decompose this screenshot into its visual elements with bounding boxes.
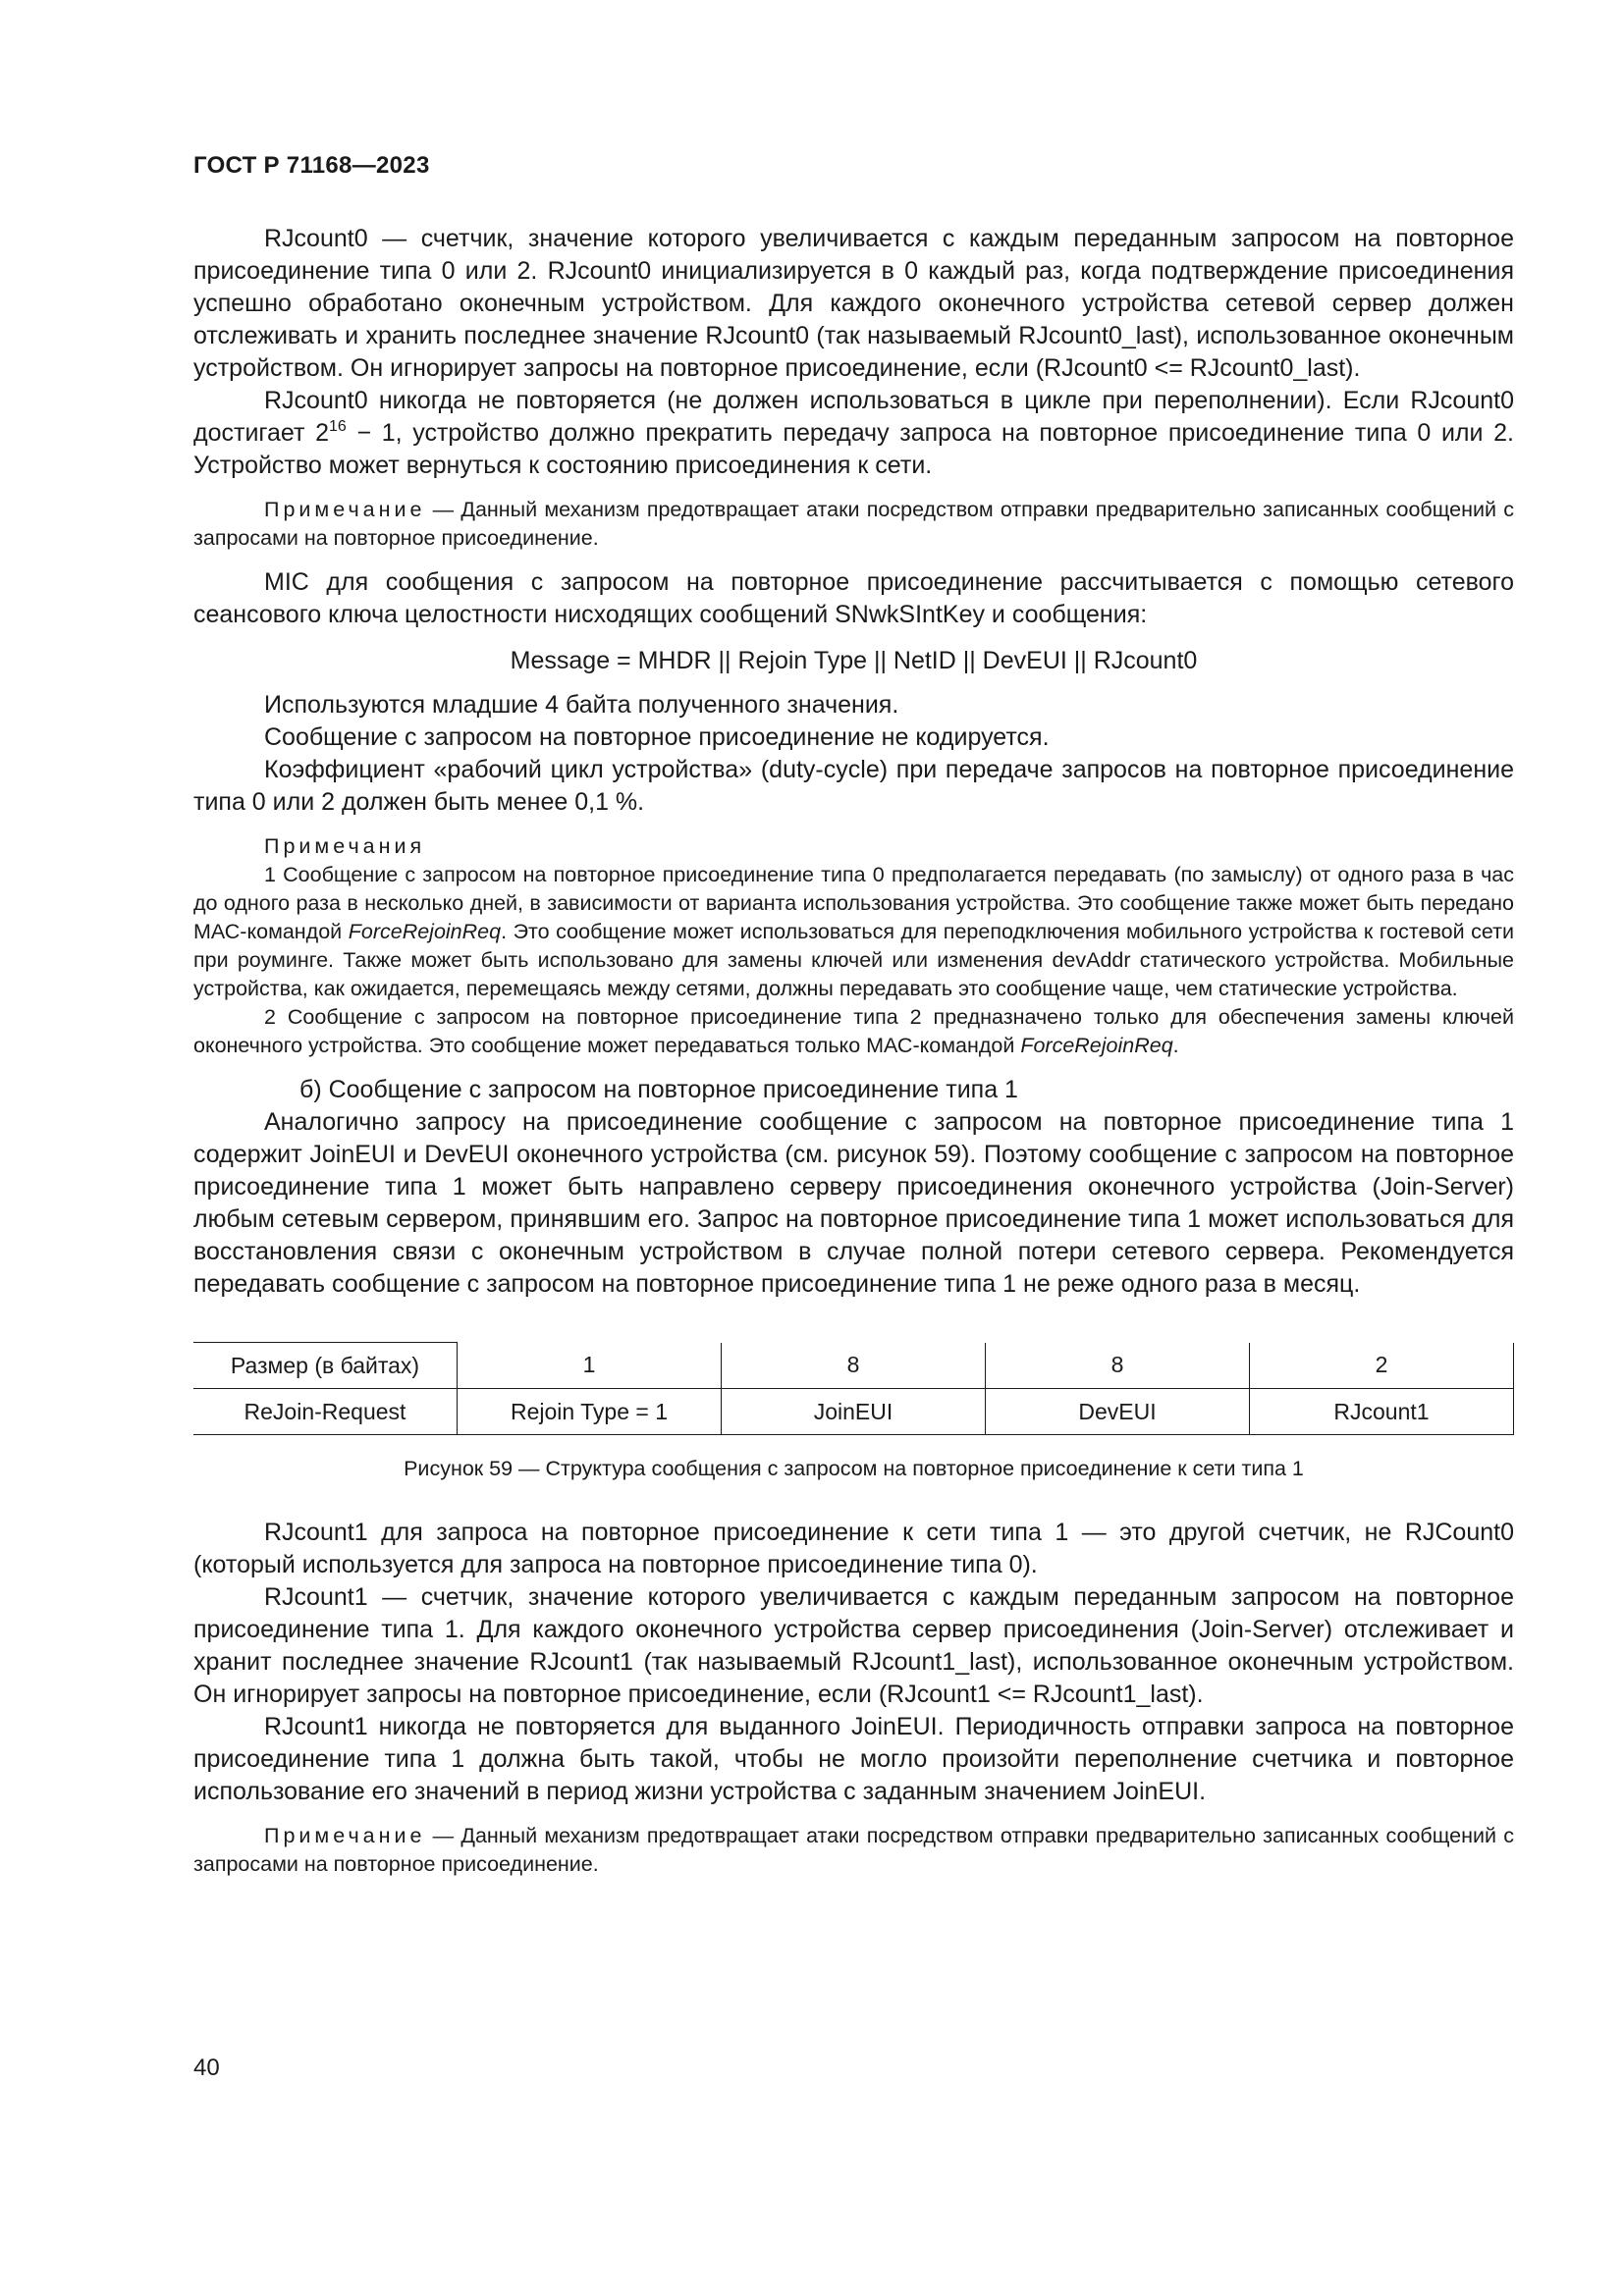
paragraph-text: − 1, устройство должно прекратить передачу запроса на повторное присоединение типа 0 или 2. Устройство может вернуться к состоянию присоединения к сети. xyxy=(193,419,1514,479)
table-cell: 1 xyxy=(458,1343,722,1389)
exponent: 16 xyxy=(328,418,347,435)
table-cell: 2 xyxy=(1250,1343,1514,1389)
table-cell: Rejoin Type = 1 xyxy=(458,1389,722,1435)
paragraph: RJcount0 — счетчик, значение которого увеличивается с каждым переданным запросом на повторное присоединение типа 0 или 2. RJcount0 инициализируется в 0 каждый раз, когда подтверждение присоединения успешно обработано оконечным устройством. Для каждого оконечного устройства сетевой сервер должен отслеживать и хранить последнее значение RJcount0 (так называемый RJcount0_last), использованное оконечным устройством. Он игнорирует запросы на повторное присоединение, если (RJcount0 <= RJcount0_last). xyxy=(193,225,1514,382)
note-label: Примечание xyxy=(264,498,426,521)
note-text: . xyxy=(1172,1034,1179,1057)
paragraph: Аналогично запросу на присоединение сообщение с запросом на повторное присоединение типа 1 содержит JoinEUI и DevEUI оконечного устройства (см. рисунок 59). Поэтому сообщение с запросом на повторное присоединение типа 1 может быть направлено серверу присоединения оконечного устройства (Join-Server) любым сетевым сервером, принявшим его. Запрос на повторное присоединение типа 1 может использоваться для восстановления связи с оконечным устройством в случае полной потери сетевого сервера. Рекомендуется передавать сообщение с запросом на повторное присоединение типа 1 не реже одного раза в месяц. xyxy=(193,1108,1514,1298)
paragraph: RJcount1 никогда не повторяется для выданного JoinEUI. Периодичность отправки запроса на повторное присоединение типа 1 должна быть такой, чтобы не могло произойти переполнение счетчика и повторное использование его значений в период жизни устройства с заданным значением JoinEUI. xyxy=(193,1713,1514,1805)
table-cell: Размер (в байтах) xyxy=(193,1343,458,1389)
note-text: — Данный механизм предотвращает атаки посредством отправки предварительно записанных сообщений с запросами на повторное присоединение. xyxy=(193,1824,1514,1876)
paragraph: RJcount1 — счетчик, значение которого увеличивается с каждым переданным запросом на повторное присоединение типа 1. Для каждого оконечного устройства сервер присоединения (Join-Server) отслеживает и хранит последнее значение RJcount1 (так называемый RJcount1_last), использованное оконечным устройством. Он игнорирует запросы на повторное присоединение, если (RJcount1 <= RJcount1_last). xyxy=(193,1583,1514,1708)
page-number: 40 xyxy=(193,2055,220,2081)
note-text: 1 Сообщение с запросом на повторное присоединение типа 0 предполагается передавать (по замыслу) от одного раза в час до одного раза в несколько дней, в зависимости от варианта использования устройства. Это сообщение также может быть передано МАС-командой xyxy=(193,863,1514,943)
command-name: ForceRejoinReq xyxy=(348,920,502,943)
paragraph: MIC для сообщения с запросом на повторное присоединение рассчитывается с помощью сетевого сеансового ключа целостности нисходящих сообщений SNwkSIntKey и сообщения: xyxy=(193,568,1514,628)
notes-label: Примечания xyxy=(264,834,426,858)
formula: Message = MHDR || Rejoin Type || NetID || DevEUI || RJcount0 xyxy=(510,647,1198,674)
note-label: Примечание xyxy=(264,1824,426,1847)
page-content xyxy=(193,223,1514,1879)
table-row xyxy=(193,1389,1514,1435)
paragraph-text: RJcount0 никогда не повторяется (не должен использоваться в цикле при переполнении). Если RJcount0 достигает 2 xyxy=(193,387,1514,447)
table-cell: JoinEUI xyxy=(722,1389,986,1435)
table-row xyxy=(193,1343,1514,1389)
figure-caption: Рисунок 59 — Структура сообщения с запросом на повторное присоединение к сети типа 1 xyxy=(404,1457,1304,1480)
table-cell: ReJoin-Request xyxy=(193,1389,458,1435)
message-structure-table xyxy=(193,1342,1514,1435)
document-header: ГОСТ Р 71168—2023 xyxy=(193,152,430,179)
note-text: — Данный механизм предотвращает атаки посредством отправки предварительно записанных сообщений с запросами на повторное присоединение. xyxy=(193,498,1514,550)
table-cell: 8 xyxy=(722,1343,986,1389)
table-cell: DevEUI xyxy=(986,1389,1250,1435)
note xyxy=(193,1822,1514,1879)
paragraph: Коэффициент «рабочий цикл устройства» (duty-cycle) при передаче запросов на повторное присоединение типа 0 или 2 должен быть менее 0,1 %. xyxy=(193,756,1514,816)
paragraph: Используются младшие 4 байта полученного значения. xyxy=(264,691,899,719)
subsection-heading: б) Сообщение с запросом на повторное присоединение типа 1 xyxy=(299,1076,1018,1103)
command-name: ForceRejoinReq xyxy=(1020,1034,1173,1057)
note-text: . Это сообщение может использоваться для переподключения мобильного устройства к гостевой сети при роуминге. Также может быть использовано для замены ключей или изменения devAddr статического устройства. Мобильные устройства, как ожидается, перемещаясь между сетями, должны передавать это сообщение чаще, чем статические устройства. xyxy=(193,920,1514,1000)
note-item xyxy=(193,1003,1514,1060)
note-text: 2 Сообщение с запросом на повторное присоединение типа 2 предназначено только для обеспечения замены ключей оконечного устройства. Это сообщение может передаваться только МАС-командой xyxy=(193,1005,1514,1057)
note-item xyxy=(193,861,1514,1003)
table-cell: RJcount1 xyxy=(1250,1389,1514,1435)
note xyxy=(193,496,1514,553)
notes-heading xyxy=(193,832,1514,861)
paragraph: RJcount1 для запроса на повторное присоединение к сети типа 1 — это другой счетчик, не RJCount0 (который используется для запроса на повторное присоединение типа 0). xyxy=(193,1519,1514,1578)
paragraph xyxy=(193,385,1514,482)
paragraph: Сообщение с запросом на повторное присоединение не кодируется. xyxy=(264,723,1050,751)
table-cell: 8 xyxy=(986,1343,1250,1389)
